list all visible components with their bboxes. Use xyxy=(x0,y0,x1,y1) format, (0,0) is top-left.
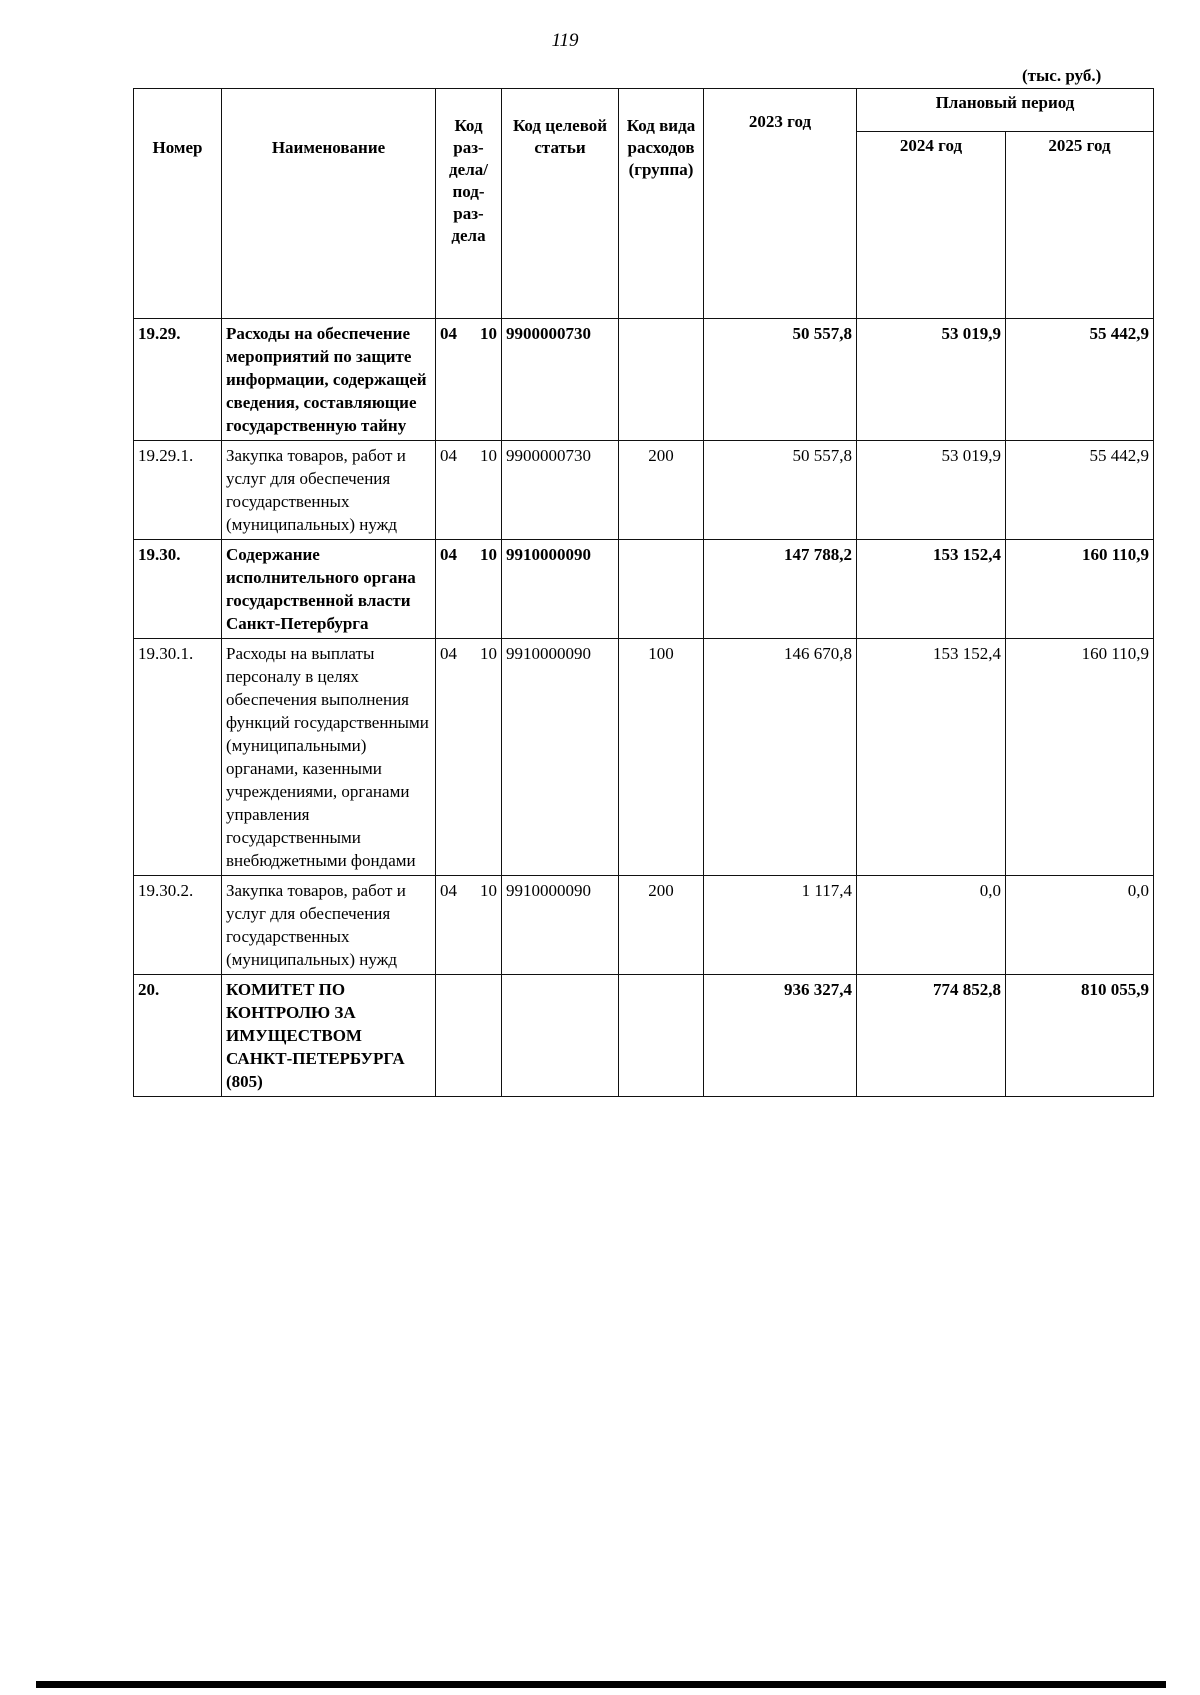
cell-target-code: 9900000730 xyxy=(502,441,619,540)
section-code: 04 xyxy=(440,324,457,343)
cell-year-2024: 53 019,9 xyxy=(857,441,1006,540)
table-row xyxy=(134,876,1154,975)
cell-year-2024: 153 152,4 xyxy=(857,540,1006,639)
cell-year-2024: 774 852,8 xyxy=(857,975,1006,1097)
cell-year-2025: 810 055,9 xyxy=(1006,975,1154,1097)
cell-expense-type-code: 200 xyxy=(619,876,704,975)
cell-year-2023: 147 788,2 xyxy=(704,540,857,639)
section-code: 04 xyxy=(440,545,457,564)
cell-section-code xyxy=(436,441,502,540)
subsection-code: 10 xyxy=(480,644,497,663)
cell-year-2024: 0,0 xyxy=(857,876,1006,975)
cell-number: 19.30.2. xyxy=(134,876,222,975)
header-target-code: Код целевой статьи xyxy=(502,89,619,319)
bottom-rule xyxy=(36,1681,1166,1688)
table-row xyxy=(134,639,1154,876)
table-row xyxy=(134,319,1154,441)
subsection-code: 10 xyxy=(480,446,497,465)
header-year-2024: 2024 год xyxy=(857,132,1006,319)
cell-target-code: 9910000090 xyxy=(502,876,619,975)
cell-year-2023: 50 557,8 xyxy=(704,319,857,441)
cell-number: 19.29. xyxy=(134,319,222,441)
cell-expense-type-code xyxy=(619,975,704,1097)
section-code: 04 xyxy=(440,644,457,663)
cell-expense-type-code: 100 xyxy=(619,639,704,876)
cell-number: 19.30.1. xyxy=(134,639,222,876)
cell-target-code xyxy=(502,975,619,1097)
cell-year-2023: 936 327,4 xyxy=(704,975,857,1097)
subsection-code: 10 xyxy=(480,545,497,564)
cell-name: Расходы на обеспечение мероприятий по защите информации, содержащей сведения, составляющие государственную тайну xyxy=(222,319,436,441)
header-year-2025: 2025 год xyxy=(1006,132,1154,319)
table-row xyxy=(134,441,1154,540)
cell-year-2023: 1 117,4 xyxy=(704,876,857,975)
cell-year-2025: 0,0 xyxy=(1006,876,1154,975)
cell-number: 20. xyxy=(134,975,222,1097)
budget-table xyxy=(133,88,1154,1097)
cell-year-2025: 160 110,9 xyxy=(1006,639,1154,876)
cell-name: Расходы на выплаты персоналу в целях обеспечения выполнения функций государственными (муниципальными) органами, казенными учреждениями, органами управления государственными внебюджетными фондами xyxy=(222,639,436,876)
header-year-2023: 2023 год xyxy=(704,89,857,319)
section-code: 04 xyxy=(440,881,457,900)
units-label: (тыс. руб.) xyxy=(1022,66,1102,85)
header-expense-type-code: Код вида расходов (группа) xyxy=(619,89,704,319)
cell-target-code: 9910000090 xyxy=(502,639,619,876)
table-row xyxy=(134,540,1154,639)
cell-year-2025: 55 442,9 xyxy=(1006,319,1154,441)
cell-year-2025: 160 110,9 xyxy=(1006,540,1154,639)
cell-target-code: 9910000090 xyxy=(502,540,619,639)
cell-year-2025: 55 442,9 xyxy=(1006,441,1154,540)
subsection-code: 10 xyxy=(480,324,497,343)
cell-year-2024: 53 019,9 xyxy=(857,319,1006,441)
cell-year-2023: 50 557,8 xyxy=(704,441,857,540)
header-number: Номер xyxy=(134,89,222,319)
cell-number: 19.29.1. xyxy=(134,441,222,540)
cell-number: 19.30. xyxy=(134,540,222,639)
page-number: 119 xyxy=(551,30,579,51)
section-code: 04 xyxy=(440,446,457,465)
cell-year-2024: 153 152,4 xyxy=(857,639,1006,876)
header-planned-period: Плановый период xyxy=(857,89,1154,132)
cell-name: КОМИТЕТ ПО КОНТРОЛЮ ЗА ИМУЩЕСТВОМ САНКТ-ПЕТЕРБУРГА (805) xyxy=(222,975,436,1097)
table-row xyxy=(134,975,1154,1097)
header-name: Наименование xyxy=(222,89,436,319)
cell-section-code xyxy=(436,540,502,639)
cell-expense-type-code: 200 xyxy=(619,441,704,540)
cell-section-code xyxy=(436,319,502,441)
cell-expense-type-code xyxy=(619,540,704,639)
subsection-code: 10 xyxy=(480,881,497,900)
cell-name: Содержание исполнительного органа государственной власти Санкт-Петербурга xyxy=(222,540,436,639)
cell-name: Закупка товаров, работ и услуг для обеспечения государственных (муниципальных) нужд xyxy=(222,876,436,975)
header-section-code: Код раз-дела/ под-раз-дела xyxy=(436,89,502,319)
cell-name: Закупка товаров, работ и услуг для обеспечения государственных (муниципальных) нужд xyxy=(222,441,436,540)
cell-expense-type-code xyxy=(619,319,704,441)
cell-section-code xyxy=(436,876,502,975)
cell-section-code xyxy=(436,639,502,876)
cell-section-code xyxy=(436,975,502,1097)
cell-year-2023: 146 670,8 xyxy=(704,639,857,876)
cell-target-code: 9900000730 xyxy=(502,319,619,441)
